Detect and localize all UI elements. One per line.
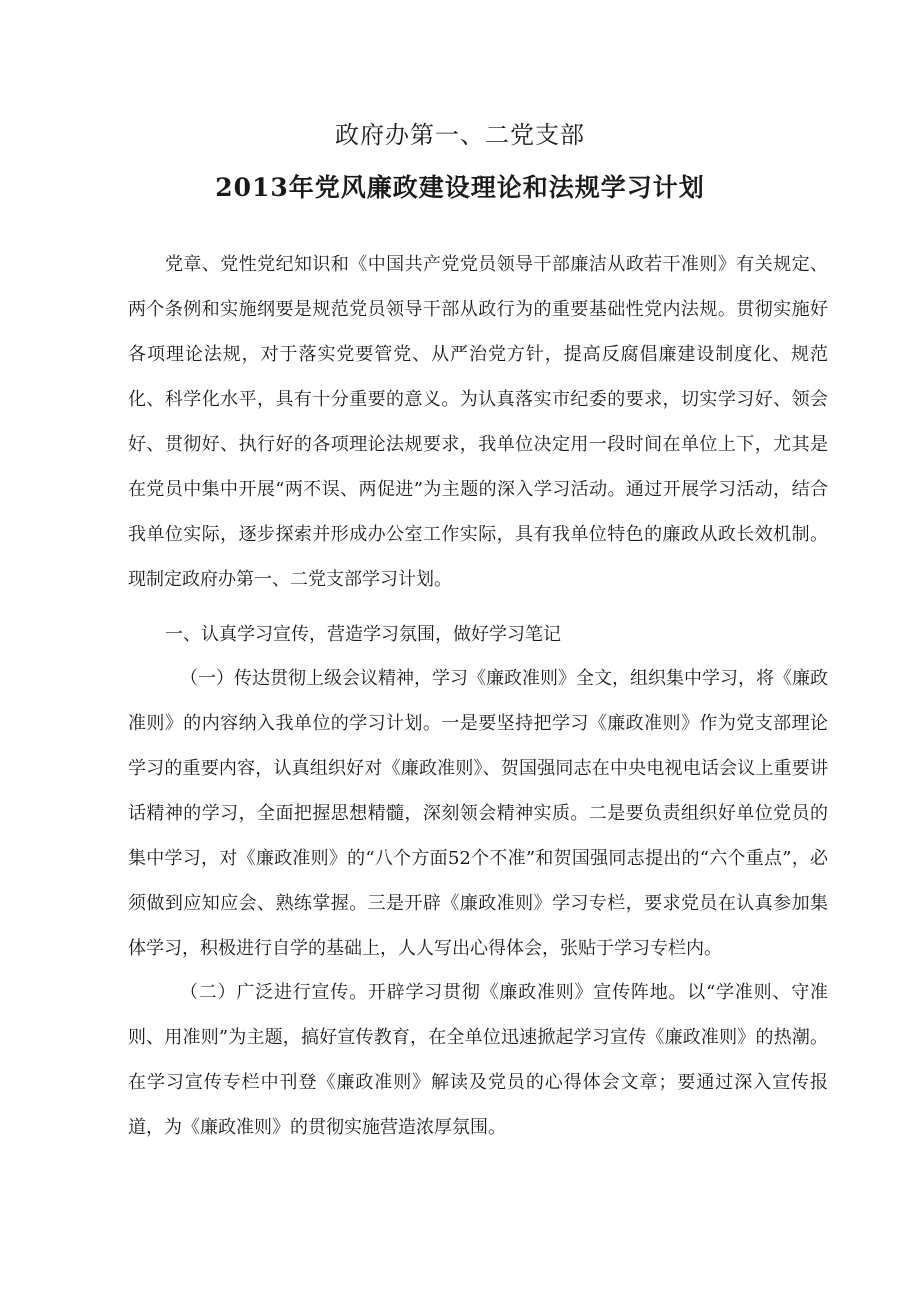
- section1-item1-paragraph: （一）传达贯彻上级会议精神，学习《廉政准则》全文，组织集中学习，将《廉政准则》的内容纳入我单位的学习计划。一是要坚持把学习《廉政准则》作为党支部理论学习的重要内容，认真组织好对《廉政准则》、贺国强同志在中央电视电话会议上重要讲话精神的学习，全面把握思想精髓，深刻领会精神实质。二是要负责组织好单位党员的集中学习，对《廉政准则》的“八个方面52个不准”和贺国强同志提出的“六个重点”，必须做到应知应会、熟练掌握。三是开辟《廉政准则》学习专栏，要求党员在认真参加集体学习，积极进行自学的基础上，人人写出心得体会，张贴于学习专栏内。: [128, 668, 828, 959]
- section1-heading: 一、认真学习宣传，营造学习氛围，做好学习笔记: [165, 624, 561, 645]
- intro-paragraph: 党章、党性党纪知识和《中国共产党党员领导干部廉洁从政若干准则》有关规定、两个条例和实施纲要是规范党员领导干部从政行为的重要基础性党内法规。贯彻实施好各项理论法规，对于落实党要管党、从严治党方针，提高反腐倡廉建设制度化、规范化、科学化水平，具有十分重要的意义。为认真落实市纪委的要求，切实学习好、领会好、贯彻好、执行好的各项理论法规要求，我单位决定用一段时间在单位上下，尤其是在党员中集中开展“两不误、两促进”为主题的深入学习活动。通过开展学习活动，结合我单位实际，逐步探索并形成办公室工作实际，具有我单位特色的廉政从政长效机制。现制定政府办第一、二党支部学习计划。: [128, 254, 828, 590]
- section1-item2-paragraph: （二）广泛进行宣传。开辟学习贯彻《廉政准则》宣传阵地。以“学准则、守准则、用准则”为主题，搞好宣传教育，在全单位迅速掀起学习宣传《廉政准则》的热潮。在学习宣传专栏中刊登《廉政准则》解读及党员的心得体会文章；要通过深入宣传报道，为《廉政准则》的贯彻实施营造浓厚氛围。: [128, 982, 828, 1138]
- document-title-line2: 2013年党风廉政建设理论和法规学习计划: [215, 173, 705, 202]
- document-title-line1: 政府办第一、二党支部: [335, 121, 585, 149]
